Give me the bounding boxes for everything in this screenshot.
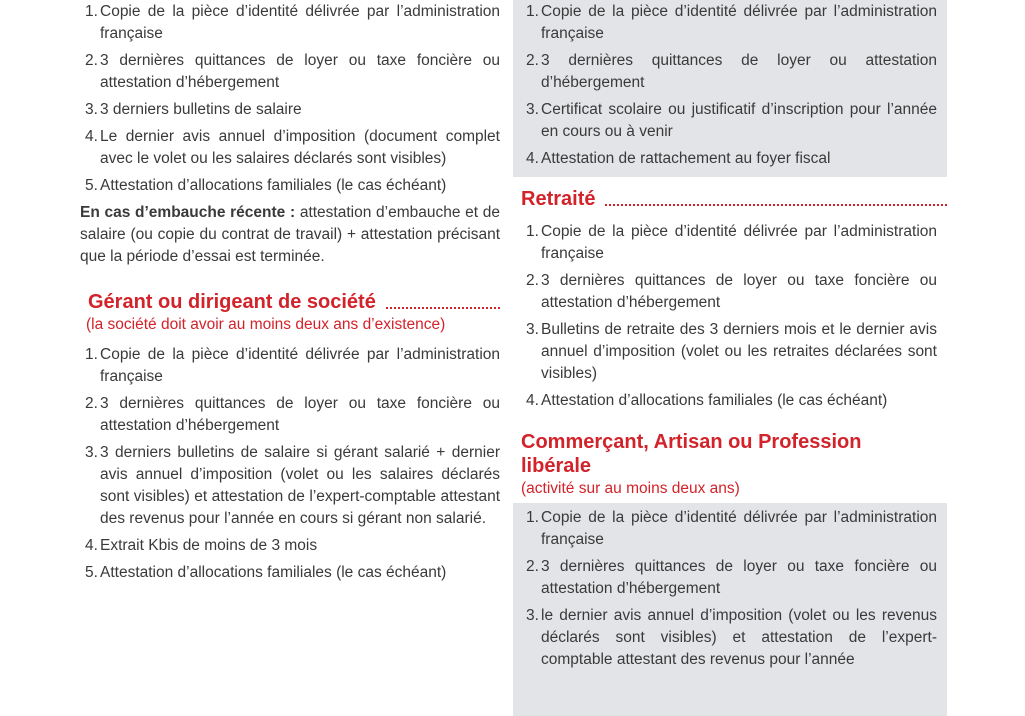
list-item-text: Copie de la pièce d’identité délivrée par l’administration française bbox=[100, 3, 500, 42]
list-item bbox=[80, 175, 500, 197]
list-item-number: 2. bbox=[85, 395, 98, 412]
commercant-title-text: Commerçant, Artisan ou Profession libérale bbox=[521, 431, 862, 477]
list-item-number: 1. bbox=[85, 346, 98, 363]
list-item bbox=[521, 507, 937, 551]
list-item-text: Attestation de rattachement au foyer fiscal bbox=[541, 150, 831, 167]
list-item bbox=[80, 442, 500, 530]
list-item-text: Copie de la pièce d’identité délivrée par l’administration française bbox=[541, 3, 937, 42]
embauche-note bbox=[80, 202, 500, 268]
list-item-number: 5. bbox=[85, 564, 98, 581]
gerant-title bbox=[88, 290, 500, 314]
retraite-title bbox=[521, 187, 947, 211]
etudiant-list bbox=[521, 1, 937, 170]
list-item-number: 3. bbox=[526, 321, 539, 338]
list-item-number: 4. bbox=[526, 150, 539, 167]
list-item bbox=[521, 270, 937, 314]
list-item-text: 3 dernières quittances de loyer ou taxe foncière ou attestation d’hébergement bbox=[100, 52, 500, 91]
list-item bbox=[521, 1, 937, 45]
list-item-number: 2. bbox=[85, 52, 98, 69]
list-item-number: 2. bbox=[526, 272, 539, 289]
list-item-number: 3. bbox=[526, 101, 539, 118]
embauche-note-label: En cas d’embauche récente : bbox=[80, 204, 296, 221]
embauche-note-text: attestation d’embauche et de salaire (ou copie du contrat de travail) + attestation précisant que la période d’essai est terminée. bbox=[80, 204, 500, 265]
list-item-number: 2. bbox=[526, 558, 539, 575]
list-item bbox=[521, 148, 937, 170]
list-item bbox=[80, 535, 500, 557]
list-item-text: Attestation d’allocations familiales (le cas échéant) bbox=[100, 564, 447, 581]
list-item bbox=[80, 393, 500, 437]
etudiant-panel bbox=[513, 0, 947, 177]
list-item bbox=[521, 390, 937, 412]
list-item bbox=[521, 605, 937, 671]
retraite-list bbox=[521, 221, 937, 412]
gerant-list bbox=[80, 344, 500, 584]
gerant-title-text: Gérant ou dirigeant de société bbox=[88, 291, 376, 313]
list-item bbox=[80, 126, 500, 170]
list-item-text: Bulletins de retraite des 3 derniers mois et le dernier avis annuel d’imposition (volet ou les retraites déclarées sont visibles) bbox=[541, 321, 937, 382]
list-item-number: 1. bbox=[526, 509, 539, 526]
list-item-text: Attestation d’allocations familiales (le cas échéant) bbox=[100, 177, 447, 194]
right-column bbox=[513, 0, 947, 716]
commercant-section bbox=[513, 430, 947, 478]
list-item-text: 3 derniers bulletins de salaire bbox=[100, 101, 302, 118]
list-item-number: 1. bbox=[526, 223, 539, 240]
left-column bbox=[80, 0, 500, 589]
list-item-text: Copie de la pièce d’identité délivrée par l’administration française bbox=[100, 346, 500, 385]
list-item bbox=[521, 99, 937, 143]
list-item bbox=[80, 50, 500, 94]
gerant-subtitle: (la société doit avoir au moins deux ans d’existence) bbox=[86, 316, 446, 333]
list-item bbox=[521, 50, 937, 94]
list-item bbox=[80, 99, 500, 121]
list-item-text: 3 derniers bulletins de salaire si gérant salarié + dernier avis annuel d’imposition (volet ou les salaires déclarés sont visibles) et attestation de l’expert-comptable attestant des revenus pour l’année en cours si gérant non salarié. bbox=[100, 444, 500, 527]
salarie-list bbox=[80, 1, 500, 197]
list-item-number: 3. bbox=[85, 444, 98, 461]
list-item bbox=[521, 556, 937, 600]
list-item-text: Copie de la pièce d’identité délivrée par l’administration française bbox=[541, 223, 937, 262]
list-item-text: 3 dernières quittances de loyer ou attestation d’hébergement bbox=[541, 52, 937, 91]
commercant-subtitle: (activité sur au moins deux ans) bbox=[521, 480, 740, 497]
list-item-text: Extrait Kbis de moins de 3 mois bbox=[100, 537, 318, 554]
list-item-text: le dernier avis annuel d’imposition (volet ou les revenus déclarés sont visibles) et attestation de l’expert-comptable attestant des revenus pour l’année bbox=[541, 607, 937, 668]
list-item bbox=[521, 221, 937, 265]
list-item-number: 4. bbox=[526, 392, 539, 409]
list-item-number: 4. bbox=[85, 128, 98, 145]
commercant-list bbox=[521, 507, 937, 671]
retraite-title-text: Retraité bbox=[521, 188, 596, 210]
list-item-number: 1. bbox=[526, 3, 539, 20]
retraite-section bbox=[513, 187, 947, 211]
list-item bbox=[521, 319, 937, 385]
list-item-text: Copie de la pièce d’identité délivrée par l’administration française bbox=[541, 509, 937, 548]
list-item-text: 3 dernières quittances de loyer ou taxe foncière ou attestation d’hébergement bbox=[541, 558, 937, 597]
list-item-number: 3. bbox=[85, 101, 98, 118]
list-item-number: 1. bbox=[85, 3, 98, 20]
list-item-number: 5. bbox=[85, 177, 98, 194]
list-item-number: 4. bbox=[85, 537, 98, 554]
title-dots bbox=[386, 307, 500, 309]
list-item bbox=[80, 562, 500, 584]
list-item bbox=[80, 1, 500, 45]
title-dots bbox=[605, 204, 947, 206]
list-item-text: Le dernier avis annuel d’imposition (document complet avec le volet ou les salaires déclarés sont visibles) bbox=[100, 128, 500, 167]
commercant-panel bbox=[513, 503, 947, 716]
list-item-text: Attestation d’allocations familiales (le cas échéant) bbox=[541, 392, 888, 409]
list-item-text: Certificat scolaire ou justificatif d’inscription pour l’année en cours ou à venir bbox=[541, 101, 937, 140]
list-item bbox=[80, 344, 500, 388]
list-item-text: 3 dernières quittances de loyer ou taxe foncière ou attestation d’hébergement bbox=[541, 272, 937, 311]
gerant-section bbox=[80, 290, 500, 314]
commercant-title bbox=[521, 430, 947, 478]
list-item-number: 2. bbox=[526, 52, 539, 69]
list-item-number: 3. bbox=[526, 607, 539, 624]
list-item-text: 3 dernières quittances de loyer ou taxe foncière ou attestation d’hébergement bbox=[100, 395, 500, 434]
